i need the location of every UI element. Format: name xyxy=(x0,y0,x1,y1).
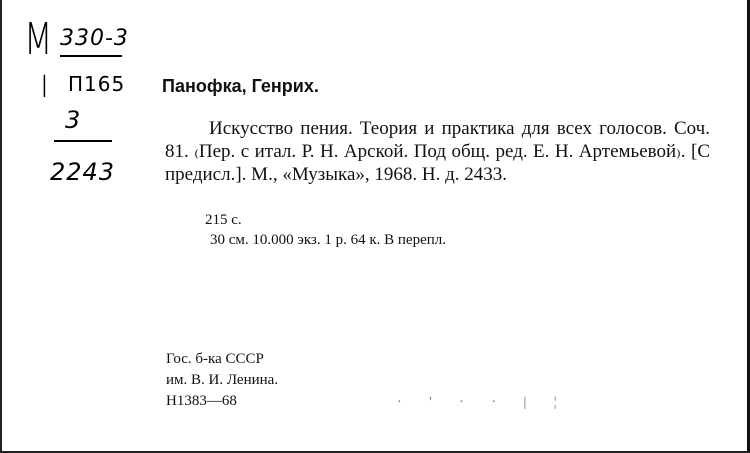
handwritten-shelf-number: 330-3 xyxy=(60,26,129,51)
handwritten-number-bottom: 2243 xyxy=(50,158,116,186)
handwritten-shelf-code: П165 xyxy=(68,72,126,96)
handwritten-number-top: 3 xyxy=(65,106,82,134)
entry-description xyxy=(165,117,710,186)
scan-specks: · ' · · | ¦ xyxy=(397,395,569,410)
handwritten-underline xyxy=(60,55,122,57)
handwritten-letter-m: М xyxy=(24,14,54,65)
handwritten-letter-i: I xyxy=(40,70,50,105)
holder-line-3: Н1383—68 xyxy=(166,393,237,409)
entry-format: 30 см. 10.000 экз. 1 р. 64 к. В перепл. xyxy=(210,232,447,248)
entry-description-text: Искусство пения. Теория и практика для всех голосов. Соч. 81. ₍Пер. с итал. Р. Н. Арской. Под общ. ред. Е. Н. Артемьевой₎. [С предисл.]. М., «Музыка», 1968. Н. д. 2433. xyxy=(165,118,710,185)
holder-line-1: Гос. б-ка СССР xyxy=(166,351,264,367)
holder-line-2: им. В. И. Ленина. xyxy=(166,372,279,388)
entry-pages: 215 с. xyxy=(205,212,242,228)
library-holder xyxy=(166,349,278,412)
handwritten-fraction-line xyxy=(54,140,112,142)
entry-author: Панофка, Генрих. xyxy=(162,76,319,96)
